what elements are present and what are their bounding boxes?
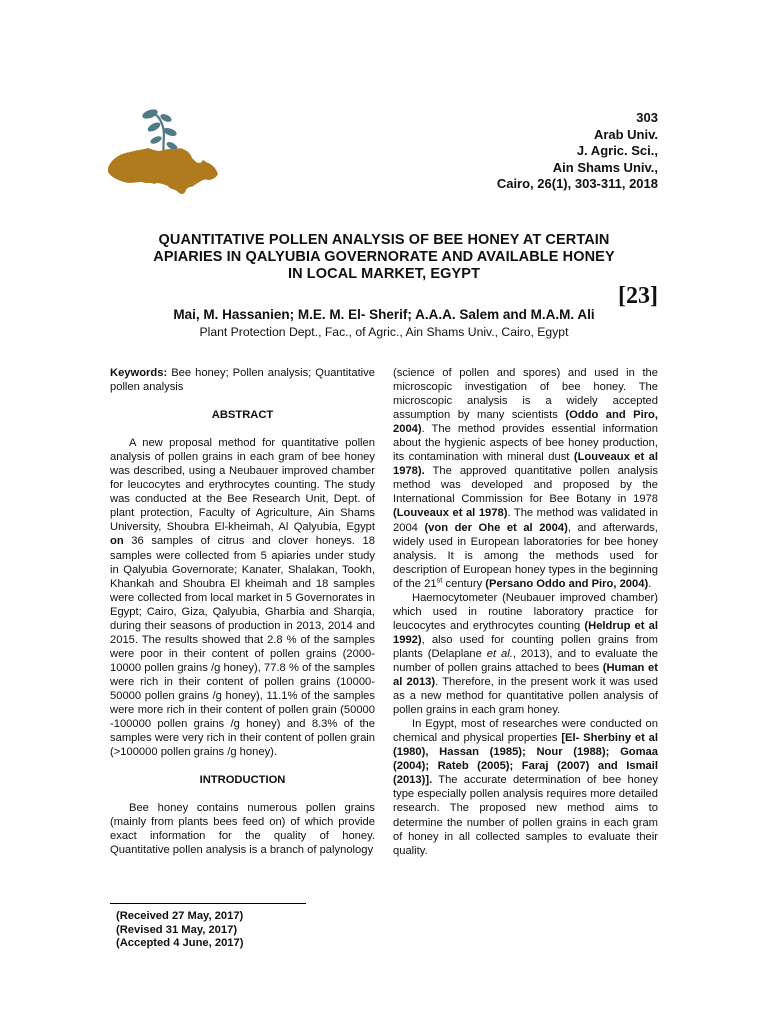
paper-title xyxy=(120,232,648,283)
citation: (von der Ohe et al 2004) xyxy=(424,521,568,534)
citation: (Louveaux et al 1978). xyxy=(393,451,658,478)
journal-university: Ain Shams Univ., xyxy=(552,159,658,175)
journal-masthead xyxy=(497,110,658,193)
abstract-bold-word: on xyxy=(110,535,124,548)
received-date: (Received 27 May, 2017) xyxy=(116,910,244,922)
abstract-text xyxy=(110,436,375,759)
text-run: . xyxy=(648,577,652,590)
page-number: 303 xyxy=(636,110,658,125)
text-run: The approved quantitative pollen analysis method was developed and proposed by the International Commission for Bee Botany in 1978 xyxy=(393,465,658,506)
keywords xyxy=(110,366,375,394)
journal-citation: Cairo, 26(1), 303-311, 2018 xyxy=(496,176,658,191)
journal-name: Arab Univ. xyxy=(593,126,658,142)
text-run: , also used for counting pollen grains from plants (Delaplane xyxy=(393,633,658,660)
intro-paragraph-1 xyxy=(393,366,658,591)
footnotes xyxy=(116,910,243,951)
citation: (Persano Oddo and Piro, 2004) xyxy=(485,577,649,590)
text-run: (science of pollen and spores) and used in the microscopic investigation of bee honey. The microscopic analysis is a widely accepted assumption by many scientists xyxy=(393,367,658,422)
text-run: century xyxy=(442,577,486,590)
left-column xyxy=(110,366,375,857)
title-line: QUANTITATIVE POLLEN ANALYSIS OF BEE HONEY AT CERTAIN xyxy=(158,232,610,248)
text-run: , and afterwards, widely used in European laboratories for bee honey analysis. It is among the methods used for description of European honey types in the beginning of the 21 xyxy=(393,521,659,590)
paper-number: [23] xyxy=(618,283,658,309)
italic-text: et al. xyxy=(486,647,513,660)
accepted-date: (Accepted 4 June, 2017) xyxy=(116,937,244,949)
title-line: IN LOCAL MARKET, EGYPT xyxy=(287,266,481,282)
footnote-divider xyxy=(110,903,306,904)
text-run: Haemocytometer (Neubauer improved chamber) which used in routine laboratory practice for leucocytes and erythrocytes counting xyxy=(393,591,658,632)
text-run: The accurate determination of bee honey type especially pollen analysis requires more detailed research. The proposed new method aims to determine the number of pollen grains in each gram of honey in all collected samples to evaluate their quality. xyxy=(393,774,658,857)
intro-paragraph-3 xyxy=(393,717,658,857)
keywords-label: Keywords: xyxy=(110,367,168,379)
abstract-text-part: 36 samples of citrus and clover honeys. 18 samples were collected from 5 apiaries under study in Qalyubia Governorate; Kanater, Shalakan, Tookh, Khankah and Shoubra El kheimah and 18 samples were collected from local market in 5 Governorates in Egypt; Cairo, Giza, Qalyubia, Gharbia and Sharqia, during their seasons of production in 2013, 2014 and 2015. The results showed that 2.8 % of the samples were poor in their content of pollen grains (2000-10000 pollen grains /g honey), 77.8 % of the samples were rich in their content of pollen grains (10000-50000 pollen grains /g honey), 11.1% of the samples were more rich in their content of pollen grain (50000 -100000 pollen grains /g honey) and 8.3% of the samples were very rich in their content of pollen grain (>100000 pollen grains /g honey). xyxy=(110,535,375,759)
text-run: . The method provides essential information about the hygienic aspects of bee honey production, its contamination with mineral dust xyxy=(393,423,658,464)
journal-subtitle: J. Agric. Sci., xyxy=(576,143,658,158)
introduction-paragraph: Bee honey contains numerous pollen grains (mainly from plants bees feed on) of which provide exact information for the quality of honey. Quantitative pollen analysis is a branch of palynology xyxy=(110,802,375,857)
abstract-text-part: A new proposal method for quantitative pollen analysis of pollen grains in each gram of bee honey was described, using a Neubauer improved chamber for leucocytes and erythrocytes counting. The study was conducted at the Bee Research Unit, Dept. of plant protection, Faculty of Agriculture, Ain Shams University, Shoubra El-kheimah, Al Qalyubia, Egypt xyxy=(110,437,375,534)
citation: (Heldrup et al 1992) xyxy=(393,619,658,646)
text-run: In Egypt, most of researches were conducted on chemical and physical properties xyxy=(393,718,658,745)
citation: (Human et al 2013) xyxy=(393,661,658,689)
abstract-heading: ABSTRACT xyxy=(211,409,274,422)
text-run: . The method was validated in 2004 xyxy=(393,507,658,534)
text-run: , 2013), and to evaluate the number of pollen grains attached to bees xyxy=(393,647,658,674)
superscript: st xyxy=(436,574,443,584)
text-run: . Therefore, in the present work it was used as a new method for quantitative pollen analysis of pollen grains in each gram honey. xyxy=(393,676,658,717)
affiliation: Plant Protection Dept., Fac., of Agric., Ain Shams Univ., Cairo, Egypt xyxy=(199,325,569,339)
citation: (Louveaux et al 1978) xyxy=(393,507,508,520)
arab-world-map-with-plant-logo-icon xyxy=(106,106,222,198)
introduction-heading: INTRODUCTION xyxy=(199,774,286,787)
keywords-text: Bee honey; Pollen analysis; Quantitative pollen analysis xyxy=(110,367,375,394)
intro-paragraph-2 xyxy=(393,591,658,717)
revised-date: (Revised 31 May, 2017) xyxy=(116,923,238,936)
citation: (Oddo and Piro, 2004) xyxy=(393,409,658,436)
title-line: APIARIES IN QALYUBIA GOVERNORATE AND AVAILABLE HONEY xyxy=(153,249,615,265)
citation: [El- Sherbiny et al (1980), Hassan (1985); Nour (1988); Gomaa (2004); Rateb (2005); Faraj (2007) and Ismail (2013)]. xyxy=(393,732,658,787)
authors: Mai, M. Hassanien; M.E. M. El- Sherif; A.A.A. Salem and M.A.M. Ali xyxy=(173,307,595,322)
right-column xyxy=(393,366,658,858)
journal-logo xyxy=(106,106,222,198)
